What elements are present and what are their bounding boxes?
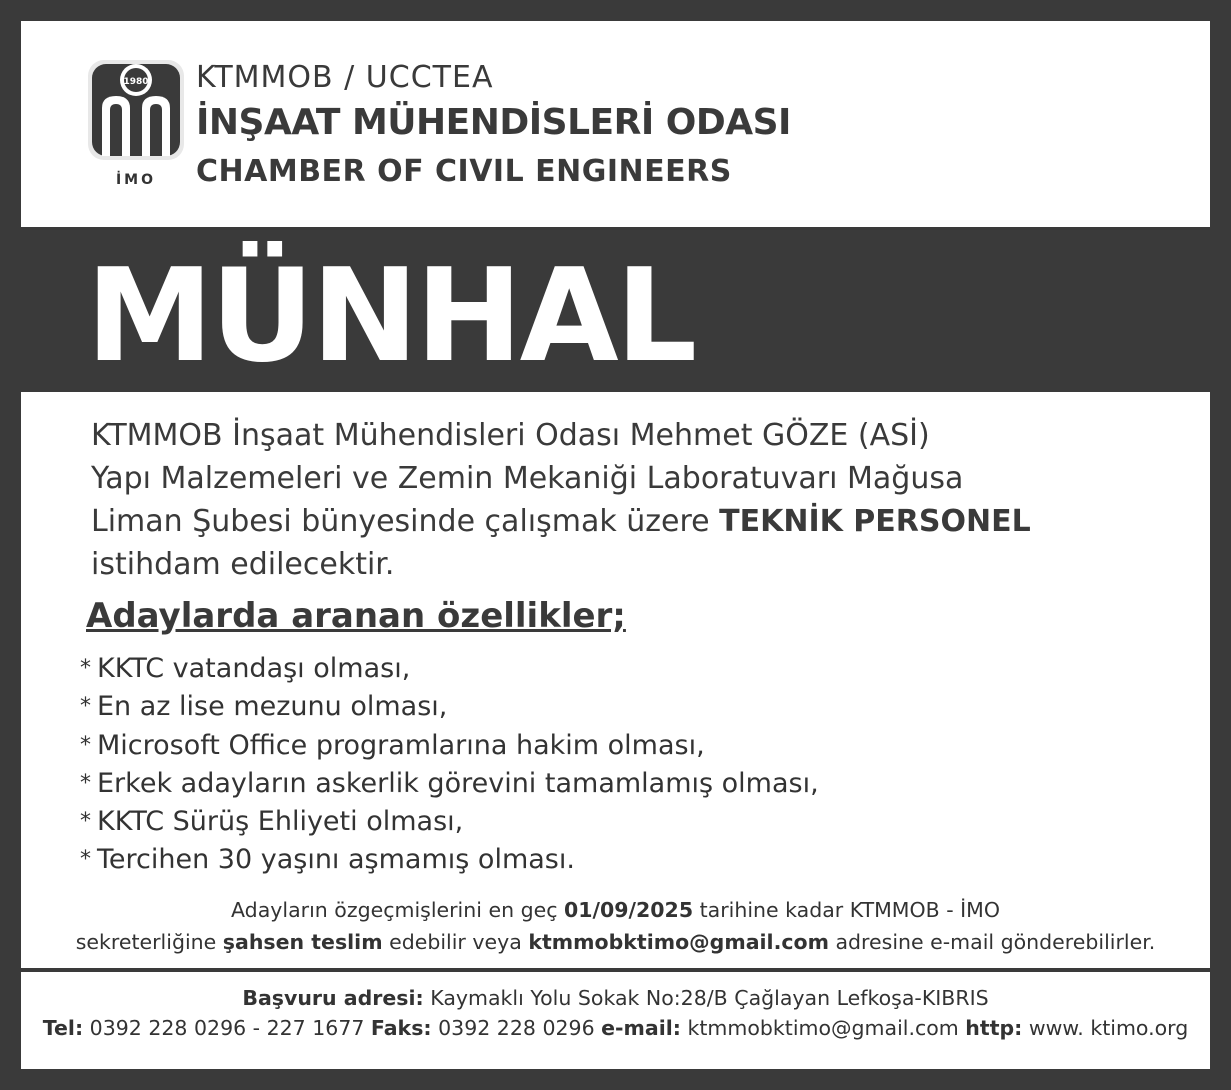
chamber-name-en: CHAMBER OF CIVIL ENGINEERS	[196, 154, 732, 189]
intro-paragraph	[91, 414, 1091, 586]
in-person-delivery: şahsen teslim	[222, 930, 383, 954]
logo-label: İMO	[115, 172, 157, 188]
requirement-text: KKTC vatandaşı olması,	[97, 653, 411, 684]
application-row-2	[21, 926, 1210, 958]
imo-logo-icon	[86, 58, 186, 168]
requirement-text: KKTC Sürüş Ehliyeti olması,	[97, 806, 464, 838]
tel-label: Tel:	[42, 1016, 84, 1040]
imo-logo	[86, 58, 186, 188]
tel-value: 0392 228 0296 - 227 1677	[83, 1016, 371, 1040]
list-item	[80, 803, 819, 841]
position-title: TEKNİK PERSONEL	[719, 504, 1031, 539]
deadline-date: 01/09/2025	[564, 898, 694, 922]
requirements-list	[80, 650, 819, 880]
application-text: adresine e-mail gönderebilirler.	[828, 930, 1156, 954]
address-label: Başvuru adresi:	[242, 986, 424, 1010]
requirement-text: Tercihen 30 yaşını aşmamış olması.	[97, 844, 575, 876]
bullet-star: *	[80, 694, 91, 720]
intro-line-2: Yapı Malzemeleri ve Zemin Mekaniği Laboratuvarı Mağusa	[91, 461, 964, 496]
list-item	[80, 841, 819, 879]
application-text: edebilir veya	[382, 930, 529, 954]
email-label: e-mail:	[601, 1016, 681, 1040]
contact-footer	[21, 983, 1210, 1043]
bullet-star: *	[80, 770, 91, 796]
fax-value: 0392 228 0296	[431, 1016, 602, 1040]
list-item	[80, 727, 819, 765]
list-item	[80, 650, 819, 688]
bullet-star: *	[80, 656, 91, 681]
requirement-text: En az lise mezunu olması,	[97, 691, 448, 723]
bullet-star: *	[80, 809, 91, 835]
intro-line-3	[91, 500, 1091, 543]
application-instructions	[21, 894, 1210, 958]
application-email: ktmmobktimo@gmail.com	[528, 930, 829, 954]
application-text: tarihine kadar KTMMOB - İMO	[693, 898, 1000, 922]
list-item	[80, 688, 819, 726]
intro-line-4: istihdam edilecektir.	[91, 547, 395, 582]
intro-line-1: KTMMOB İnşaat Mühendisleri Odası Mehmet GÖZE (ASİ)	[91, 418, 930, 453]
org-line: KTMMOB / UCCTEA	[196, 60, 494, 95]
email-value: ktmmobktimo@gmail.com	[681, 1016, 966, 1040]
bullet-star: *	[80, 847, 91, 873]
fax-label: Faks:	[370, 1016, 432, 1040]
bullet-star: *	[80, 732, 91, 758]
application-text: Adayların özgeçmişlerini en geç	[231, 898, 564, 922]
page-title: MÜNHAL	[86, 242, 695, 391]
chamber-name-tr: İNŞAAT MÜHENDİSLERİ ODASI	[196, 102, 791, 143]
application-row-1	[21, 894, 1210, 926]
address-row	[21, 983, 1210, 1013]
requirement-text: Microsoft Office programlarına hakim olması,	[97, 729, 705, 761]
contact-row	[21, 1013, 1210, 1043]
list-item	[80, 765, 819, 803]
application-text: sekreterliğine	[75, 930, 223, 954]
web-value: www. ktimo.org	[1022, 1016, 1189, 1040]
intro-line-3-text: Liman Şubesi bünyesinde çalışmak üzere	[91, 504, 720, 539]
requirements-title: Adaylarda aranan özellikler;	[86, 596, 626, 636]
address-value: Kaymaklı Yolu Sokak No:28/B Çağlayan Lefkoşa-KIBRIS	[423, 986, 989, 1010]
web-label: http:	[965, 1016, 1023, 1040]
logo-year: 1980	[123, 77, 149, 87]
requirement-text: Erkek adayların askerlik görevini tamamlamış olması,	[97, 767, 819, 799]
